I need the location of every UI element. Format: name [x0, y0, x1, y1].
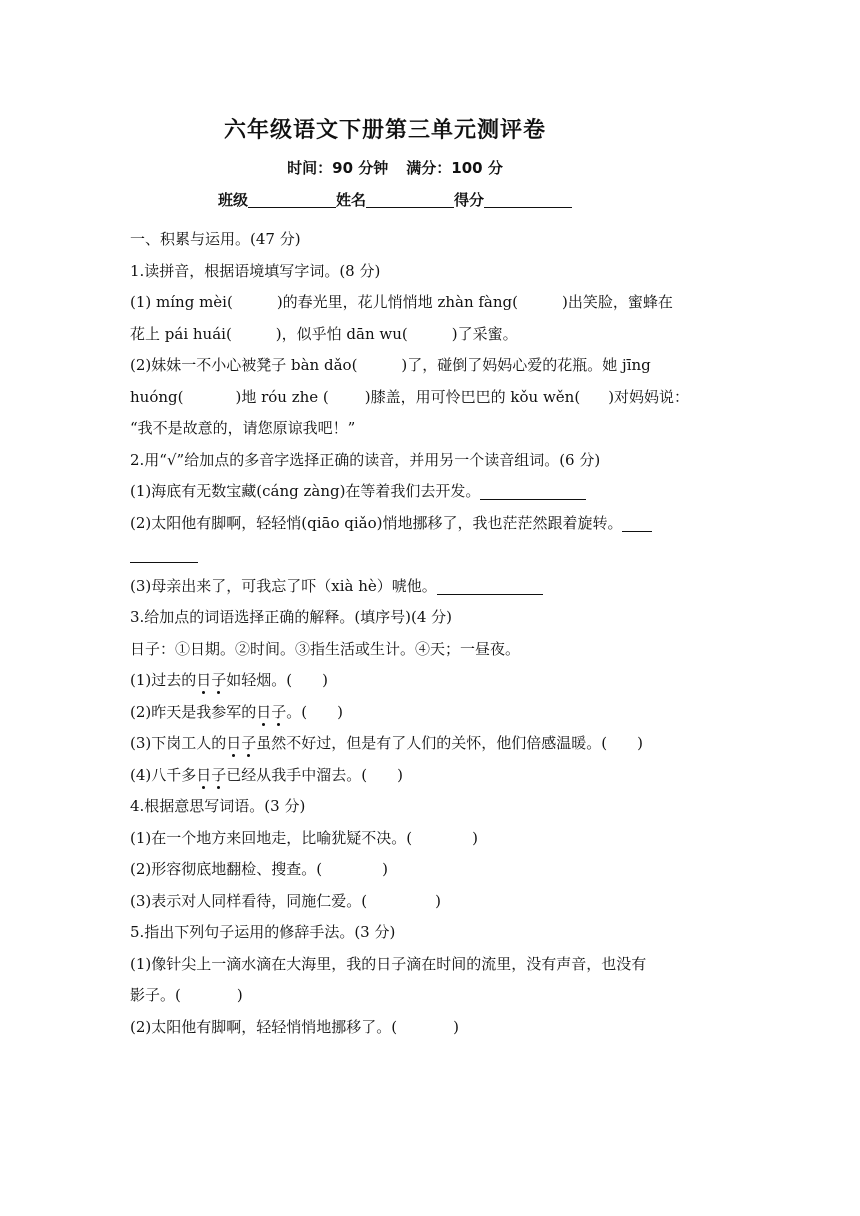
question-4-item-2 [130, 854, 732, 886]
question-5-item-1-cont [130, 980, 732, 1012]
question-1-line-5: “我不是故意的，请您原谅我吧！” [130, 419, 356, 437]
exam-meta [0, 157, 790, 178]
q3-text: ) [397, 765, 403, 784]
q1-text: )的春光里，花儿悄悄地 zhàn fàng( [276, 293, 518, 311]
q3-text: (3)下岗工人的 [130, 734, 227, 752]
answer-line[interactable] [480, 481, 586, 500]
exam-full-score: 满分：100 分 [406, 159, 503, 177]
class-label: 班级 [218, 191, 249, 209]
question-1-line-1 [130, 287, 732, 319]
q4-text: (2)形容彻底地翻检、搜查。( [130, 860, 323, 878]
q3-text: ) [637, 734, 643, 752]
q3-text: 。( [286, 702, 308, 721]
exam-content [130, 224, 732, 1043]
q1-text: (1) míng mèi( [130, 293, 233, 311]
q3-text: 如轻烟。( [226, 671, 293, 689]
q1-text: 花上 pái huái( [130, 324, 232, 343]
question-1-line-3 [130, 350, 732, 382]
dotted-char: 子 [211, 765, 227, 784]
question-2-item-2 [130, 508, 732, 540]
q1-text: )，似乎怕 dān wu( [275, 324, 408, 343]
name-label: 姓名 [336, 191, 367, 209]
q2-text: (1)海底有无数宝藏(cáng zàng)在等着我们去开发。 [130, 482, 481, 500]
question-4-stem: 4.根据意思写词语。(3 分) [130, 797, 306, 815]
question-1-line-2 [130, 319, 732, 351]
q1-text: )出笑脸，蜜蜂在 [562, 293, 673, 311]
question-3-item-2 [130, 697, 732, 729]
q1-text: )对妈妈说： [608, 387, 690, 406]
q5-text: 影子。( [130, 986, 181, 1004]
q1-text: )了采蜜。 [451, 324, 518, 343]
dotted-char: 日 [196, 765, 212, 784]
q3-text: (4)八千多 [130, 765, 197, 784]
question-5-item-2 [130, 1012, 732, 1044]
answer-line[interactable] [130, 544, 198, 563]
question-4-item-3 [130, 886, 732, 918]
question-1-line-4 [130, 382, 732, 414]
q2-text: (2)太阳他有脚啊，轻轻悄(qiāo qiǎo)悄地挪移了，我也茫茫然跟着旋转。 [130, 513, 623, 532]
q1-text: )了，碰倒了妈妈心爱的花瓶。她 jīng [401, 356, 651, 374]
question-3-item-1 [130, 665, 732, 697]
q5-text: (2)太阳他有脚啊，轻轻悄悄地挪移了。( [130, 1017, 398, 1036]
q4-text: ) [472, 828, 478, 847]
question-5-item-1: (1)像针尖上一滴水滴在大海里，我的日子滴在时间的流里，没有声音，也没有 [130, 954, 647, 973]
q1-text: huóng( [130, 387, 184, 406]
page-title: 六年级语文下册第三单元测评卷 [223, 118, 546, 143]
score-blank[interactable] [484, 191, 572, 208]
score-label: 得分 [454, 191, 485, 209]
question-2-item-1 [130, 476, 732, 508]
q5-text: ) [236, 986, 243, 1004]
question-2-item-3 [130, 571, 732, 603]
q3-text: 虽然不好过，但是有了人们的关怀，他们倍感温暖。( [256, 734, 608, 752]
dotted-char: 子 [211, 671, 227, 689]
q4-text: (1)在一个地方来回地走，比喻犹疑不决。( [130, 828, 413, 847]
question-4-item-1 [130, 823, 732, 855]
exam-time: 时间：90 分钟 [287, 159, 389, 177]
dotted-char: 日 [256, 702, 272, 721]
question-2-stem: 2.用“√”给加点的多音字选择正确的读音，并用另一个读音组词。(6 分) [130, 450, 601, 469]
q4-text: ) [435, 891, 441, 910]
q3-text: (1)过去的 [130, 671, 197, 689]
q2-text: (3)母亲出来了，可我忘了吓（xià hè）唬他。 [130, 576, 437, 595]
dotted-char: 子 [271, 702, 287, 721]
q4-text: (3)表示对人同样看待，同施仁爱。( [130, 891, 368, 910]
q3-text: 已经从我手中溜去。( [226, 765, 368, 784]
question-3-stem: 3.给加点的词语选择正确的解释。(填序号)(4 分) [130, 608, 453, 626]
q4-text: ) [382, 860, 388, 878]
q1-text: )膝盖，用可怜巴巴的 kǒu wěn( [364, 387, 581, 406]
question-3-item-4 [130, 760, 732, 792]
name-blank[interactable] [366, 191, 454, 208]
answer-line[interactable] [437, 576, 543, 595]
q1-text: (2)妹妹一不小心被凳子 bàn dǎo( [130, 356, 358, 374]
section-heading: 一、积累与运用。(47 分) [130, 230, 301, 248]
student-info-line [218, 189, 572, 210]
dotted-char: 日 [226, 734, 242, 752]
dotted-char: 子 [241, 734, 257, 752]
answer-line[interactable] [622, 513, 652, 532]
question-1-stem: 1.读拼音，根据语境填写字词。(8 分) [130, 261, 381, 280]
q1-text: )地 róu zhe ( [235, 387, 329, 406]
question-3-item-3 [130, 728, 732, 760]
q5-text: ) [453, 1017, 459, 1036]
question-3-definition: 日子：①日期。②时间。③指生活或生计。④天；一昼夜。 [130, 639, 521, 658]
question-5-stem: 5.指出下列句子运用的修辞手法。(3 分) [130, 923, 396, 941]
q3-text: ) [322, 671, 328, 689]
question-2-item-2-cont [130, 539, 732, 571]
dotted-char: 日 [196, 671, 212, 689]
class-blank[interactable] [248, 191, 336, 208]
q3-text: (2)昨天是我参军的 [130, 702, 257, 721]
q3-text: ) [337, 702, 343, 721]
